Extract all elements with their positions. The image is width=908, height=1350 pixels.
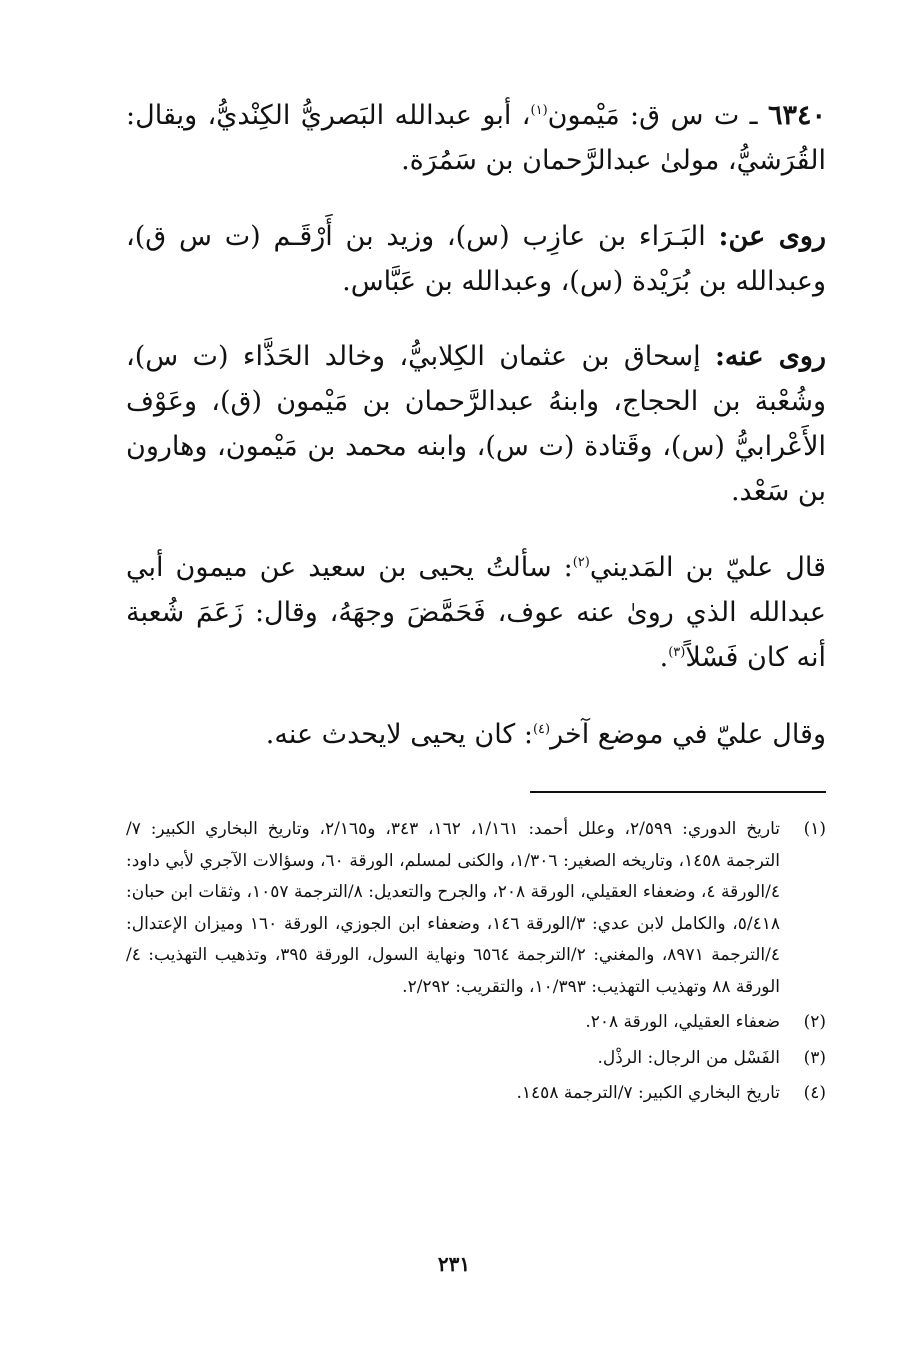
- quote-1-part-1: قال عليّ بن المَديني: [589, 552, 827, 583]
- footnote-number: (٢): [803, 1012, 826, 1032]
- footnote-item: [126, 814, 826, 1003]
- narrated-from-label: روى عن:: [718, 221, 826, 252]
- quote-2-part-2: : كان يحيى لايحدث عنه.: [265, 719, 533, 750]
- entry-number: ٦٣٤٠: [767, 100, 826, 131]
- footnote-ref-3[interactable]: (٣): [668, 645, 686, 660]
- quote-1-part-3: .: [659, 642, 669, 673]
- quote-1-part-2: : سألتُ يحيى بن سعيد عن ميمون أبي عبدالله الذي روىٰ عنه عوف، فَحَمَّضَ وجهَهُ، وقال: زَعَمَ شُعبة أنه كان فَسْلاً: [126, 552, 826, 673]
- footnote-ref-2[interactable]: (٢): [572, 555, 590, 570]
- quote-paragraph-1: [126, 545, 826, 680]
- narrated-by-text: إسحاق بن عثمان الكِلابيُّ، وخالد الحَذَّاء (ت س)، وشُعْبة بن الحجاج، وابنهُ عبدالرَّحمان بن مَيْمون (ق)، وعَوْف الأَعْرابيُّ (س)، وقَتادة (ت س)، وابنه محمد بن مَيْمون، وهارون بن سَعْد.: [126, 341, 826, 507]
- footnote-item: [126, 1043, 826, 1075]
- page-number: ٢٣١: [437, 1252, 471, 1276]
- narrated-from-text: البَـرَاء بن عازِب (س)، وزيد بن أَرْقَـم (ت س ق)، وعبدالله بن بُرَيْدة (س)، وعبدالله بن عَبَّاس.: [126, 221, 826, 297]
- footnote-number: (٤): [803, 1083, 826, 1103]
- footnote-ref-4[interactable]: (٤): [532, 722, 551, 737]
- narrated-from-paragraph: [126, 214, 826, 304]
- footnote-number: (٣): [803, 1047, 826, 1068]
- footnote-item: [126, 1007, 826, 1039]
- footnote-text: تاريخ الدوري: ٢/٥٩٩، وعلل أحمد: ١/١٦١، ١٦٢، ٣٤٣، و٢/١٦٥، وتاريخ البخاري الكبير: ٧/الترجمة ١٤٥٨، وتاريخه الصغير: ١/٣٠٦، والكنى لمسلم، الورقة ٦٠، وسؤالات الآجري لأبي داود: ٤/الورقة ٤، وضعفاء العقيلي، الورقة ٢٠٨، والجرح والتعديل: ٨/الترجمة ١٠٥٧، وثقات ابن حبان: ٥/٤١٨، والكامل لابن عدي: ٣/الورقة ١٤٦، وضعفاء ابن الجوزي، الورقة ١٦٠ وميزان الإعتدال: ٤/الترجمة ٨٩٧١، والمغني: ٢/الترجمة ٦٥٦٤ ونهاية السول، الورقة ٣٩٥، وتذهيب التهذيب: ٤/الورقة ٨٨ وتهذيب التهذيب: ١٠/٣٩٣، والتقريب: ٢/٢٩٢.: [126, 819, 781, 997]
- entry-name: ـ ت س ق: مَيْمون: [547, 100, 758, 131]
- footnote-number: (١): [803, 819, 826, 839]
- footnote-text: الفَسْل من الرجال: الرذْل.: [597, 1047, 780, 1068]
- footnote-text: تاريخ البخاري الكبير: ٧/الترجمة ١٤٥٨.: [516, 1083, 780, 1103]
- footnote-divider: [530, 791, 826, 793]
- narrated-by-paragraph: [126, 334, 826, 514]
- entry-description: ، أبو عبدالله البَصريُّ الكِنْديُّ، ويقال: القُرَشيُّ، مولىٰ عبدالرَّحمان بن سَمُرَة.: [126, 100, 826, 176]
- quote-paragraph-2: [126, 712, 826, 757]
- footnote-ref-1[interactable]: (١): [530, 103, 548, 118]
- footnote-text: ضعفاء العقيلي، الورقة ٢٠٨.: [585, 1012, 780, 1032]
- quote-2-part-1: وقال عليّ في موضع آخر: [550, 719, 826, 750]
- footnote-item: [126, 1078, 826, 1110]
- footnotes-section: [126, 814, 826, 1114]
- narrated-by-label: روى عنه:: [714, 341, 826, 372]
- entry-heading-paragraph: [126, 93, 826, 183]
